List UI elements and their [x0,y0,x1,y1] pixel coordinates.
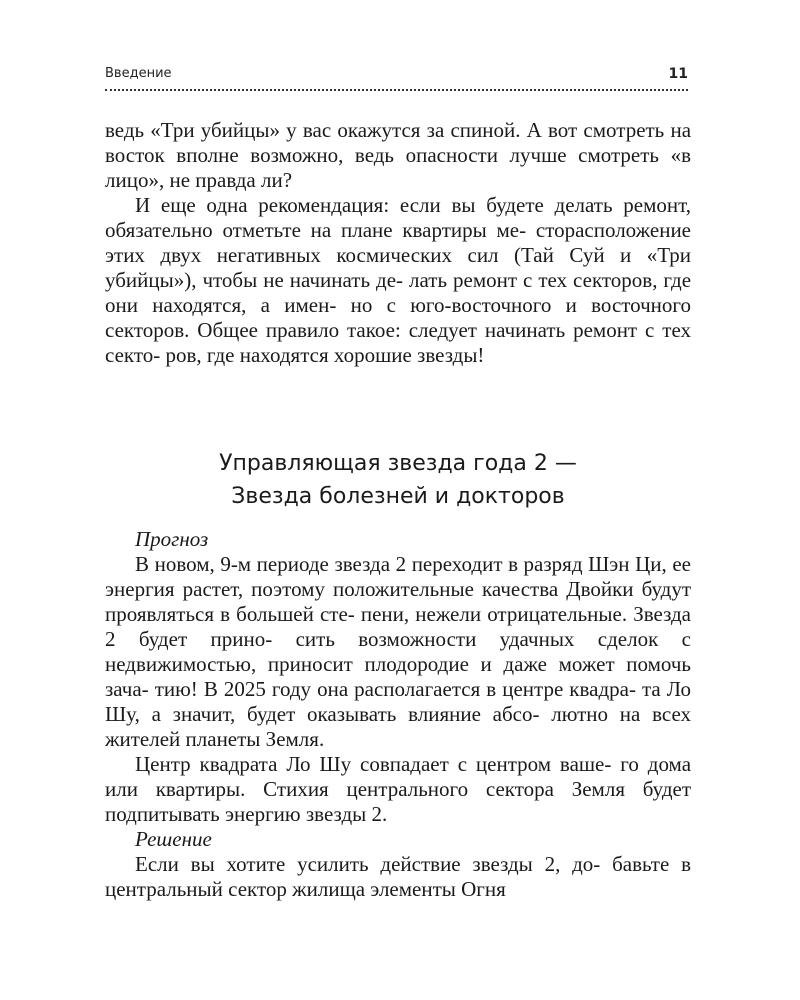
text-line: лать ремонт с тех секторов, где они находятся, а имен- [105,268,692,317]
text-line: ведь «Три убийцы» у вас окажутся за спиной. А вот [105,118,578,142]
text-line: сторасположение этих двух негативных космических [105,218,692,267]
text-line: лучше смотреть «в лицо», не правда ли? [105,143,691,192]
section-heading [105,447,691,513]
paragraph-1 [105,118,691,193]
text-line: И еще одна рекомендация: если вы будете делать [135,193,613,217]
heading-line-2: Звезда болезней и докторов [231,484,565,509]
paragraph-3 [105,552,691,752]
text-line: Центр квадрата Ло Шу совпадает с центром ваше- [135,752,612,776]
page-number: 11 [668,66,688,82]
text-line: го дома или квартиры. Стихия центрального сектора [105,752,692,801]
paragraph-5 [105,852,691,902]
forecast-subheading: Прогноз [135,527,209,551]
text-line: ров, где находятся хорошие звезды! [165,343,485,367]
dotted-rule [105,89,688,91]
paragraph-2 [105,193,691,368]
text-line: лютно на всех жителей планеты Земля. [105,702,691,751]
text-line: смотреть на восток вполне возможно, ведь опасности [105,118,692,167]
text-line: Шэн Ци, ее энергия растет, поэтому положительные [105,552,691,601]
text-block-1 [105,118,691,368]
text-block-2 [105,527,691,902]
text-line: тию! В 2025 году она располагается в центре квадра- [154,677,636,701]
running-head [105,66,688,84]
text-line: сить возможности удачных сделок с недвижимостью, [105,627,692,676]
text-line: Земля будет подпитывать энергию звезды 2. [105,777,692,826]
text-line: сил (Тай Суй и «Три убийцы»), чтобы не начинать де- [105,243,691,292]
solution-subheading: Решение [135,827,212,851]
text-line: пени, нежели отрицательные. Звезда 2 будет прино- [105,602,692,651]
text-line: бавьте в центральный сектор жилища элементы Огня [105,852,691,901]
text-line: приносит плодородие и даже может помочь зача- [105,652,692,701]
text-line: ремонт, обязательно отметьте на плане квартиры ме- [105,193,691,242]
text-line: Если вы хотите усилить действие звезды 2, до- [135,852,601,876]
text-line: но с юго-восточного и восточного секторов. Общее [105,293,692,342]
text-line: та Ло Шу, а значит, будет оказывать влияние абсо- [105,677,691,726]
text-line: правило такое: следует начинать ремонт с тех секто- [105,318,691,367]
text-line: В новом, 9-м периоде звезда 2 переходит в разряд [135,552,583,576]
paragraph-4 [105,752,691,827]
running-head-section: Введение [105,66,172,81]
heading-line-1: Управляющая звезда года 2 — [219,451,577,476]
text-line: качества Двойки будут проявляться в большей сте- [105,577,691,626]
